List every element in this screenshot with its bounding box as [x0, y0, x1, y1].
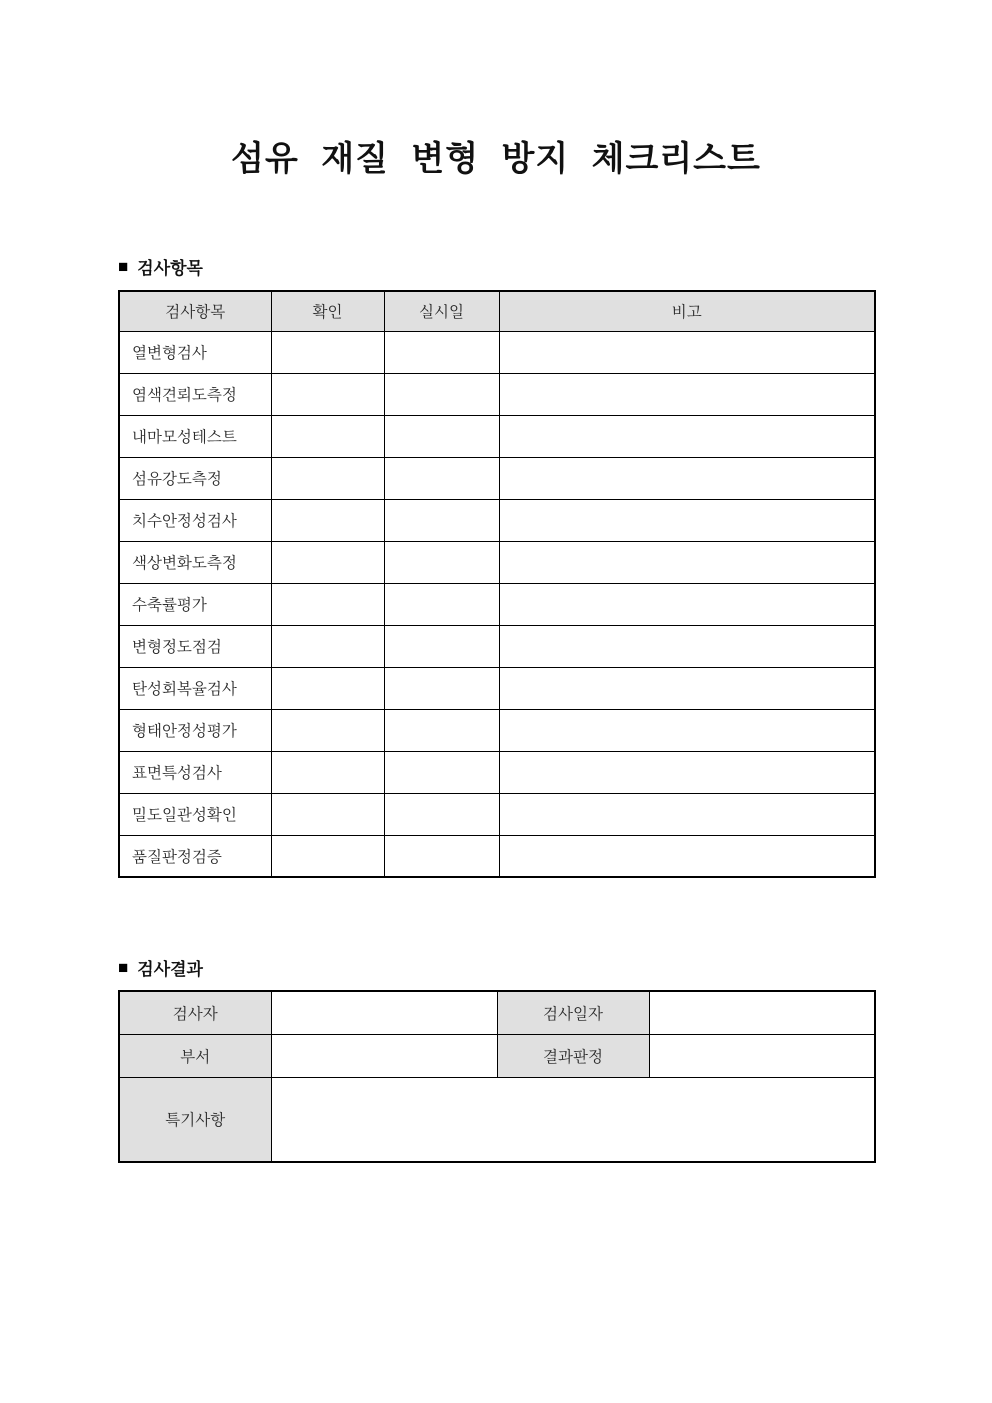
inspector-label: 검사자	[119, 991, 271, 1034]
confirm-cell	[271, 415, 384, 457]
department-label: 부서	[119, 1034, 271, 1077]
section-bullet-icon: ■	[118, 257, 129, 276]
section-label: 검사결과	[137, 960, 203, 979]
col-header-confirm: 확인	[271, 291, 384, 331]
section-heading-inspection-items	[118, 254, 203, 279]
table-row	[119, 331, 875, 373]
date-cell	[384, 793, 499, 835]
remarks-cell	[499, 331, 875, 373]
results-row	[119, 991, 875, 1034]
inspection-item-label: 색상변화도측정	[119, 541, 271, 583]
inspection-results-table	[118, 990, 876, 1163]
date-cell	[384, 709, 499, 751]
remarks-cell	[499, 667, 875, 709]
confirm-cell	[271, 583, 384, 625]
date-cell	[384, 499, 499, 541]
confirm-cell	[271, 541, 384, 583]
table-header-row	[119, 291, 875, 331]
confirm-cell	[271, 625, 384, 667]
confirm-cell	[271, 793, 384, 835]
department-value-cell	[271, 1034, 497, 1077]
remarks-cell	[499, 709, 875, 751]
inspection-item-label: 밀도일관성확인	[119, 793, 271, 835]
confirm-cell	[271, 667, 384, 709]
table-row	[119, 499, 875, 541]
inspection-item-label: 염색견뢰도측정	[119, 373, 271, 415]
inspection-item-label: 품질판정검증	[119, 835, 271, 877]
remarks-cell	[499, 793, 875, 835]
date-cell	[384, 415, 499, 457]
inspection-item-label: 치수안정성검사	[119, 499, 271, 541]
inspection-item-label: 섬유강도측정	[119, 457, 271, 499]
confirm-cell	[271, 373, 384, 415]
remarks-cell	[499, 625, 875, 667]
judgment-value-cell	[649, 1034, 875, 1077]
inspection-items-table	[118, 290, 876, 878]
table-row	[119, 709, 875, 751]
special-notes-label: 특기사항	[119, 1077, 271, 1162]
special-notes-value-cell	[271, 1077, 875, 1162]
date-cell	[384, 667, 499, 709]
col-header-date: 실시일	[384, 291, 499, 331]
remarks-cell	[499, 541, 875, 583]
remarks-cell	[499, 415, 875, 457]
date-cell	[384, 835, 499, 877]
inspection-date-value-cell	[649, 991, 875, 1034]
inspection-item-label: 형태안정성평가	[119, 709, 271, 751]
remarks-cell	[499, 835, 875, 877]
inspector-value-cell	[271, 991, 497, 1034]
col-header-item: 검사항목	[119, 291, 271, 331]
confirm-cell	[271, 835, 384, 877]
section-label: 검사항목	[137, 259, 203, 278]
table-row	[119, 835, 875, 877]
date-cell	[384, 583, 499, 625]
date-cell	[384, 331, 499, 373]
inspection-item-label: 내마모성테스트	[119, 415, 271, 457]
inspection-item-label: 수축률평가	[119, 583, 271, 625]
inspection-item-label: 표면특성검사	[119, 751, 271, 793]
remarks-cell	[499, 499, 875, 541]
remarks-cell	[499, 373, 875, 415]
results-notes-row	[119, 1077, 875, 1162]
document-title: 섬유 재질 변형 방지 체크리스트	[231, 140, 761, 178]
table-row	[119, 625, 875, 667]
confirm-cell	[271, 457, 384, 499]
table-row	[119, 457, 875, 499]
confirm-cell	[271, 331, 384, 373]
section-heading-inspection-results	[118, 955, 203, 980]
date-cell	[384, 625, 499, 667]
table-row	[119, 583, 875, 625]
date-cell	[384, 751, 499, 793]
table-row	[119, 541, 875, 583]
date-cell	[384, 373, 499, 415]
date-cell	[384, 541, 499, 583]
confirm-cell	[271, 751, 384, 793]
section-bullet-icon: ■	[118, 958, 129, 977]
date-cell	[384, 457, 499, 499]
table-row	[119, 667, 875, 709]
table-row	[119, 793, 875, 835]
confirm-cell	[271, 709, 384, 751]
remarks-cell	[499, 583, 875, 625]
inspection-item-label: 열변형검사	[119, 331, 271, 373]
judgment-label: 결과판정	[497, 1034, 649, 1077]
inspection-item-label: 변형정도점검	[119, 625, 271, 667]
inspection-date-label: 검사일자	[497, 991, 649, 1034]
results-row	[119, 1034, 875, 1077]
col-header-remarks: 비고	[499, 291, 875, 331]
remarks-cell	[499, 751, 875, 793]
confirm-cell	[271, 499, 384, 541]
inspection-item-label: 탄성회복율검사	[119, 667, 271, 709]
remarks-cell	[499, 457, 875, 499]
table-row	[119, 373, 875, 415]
table-row	[119, 415, 875, 457]
table-row	[119, 751, 875, 793]
